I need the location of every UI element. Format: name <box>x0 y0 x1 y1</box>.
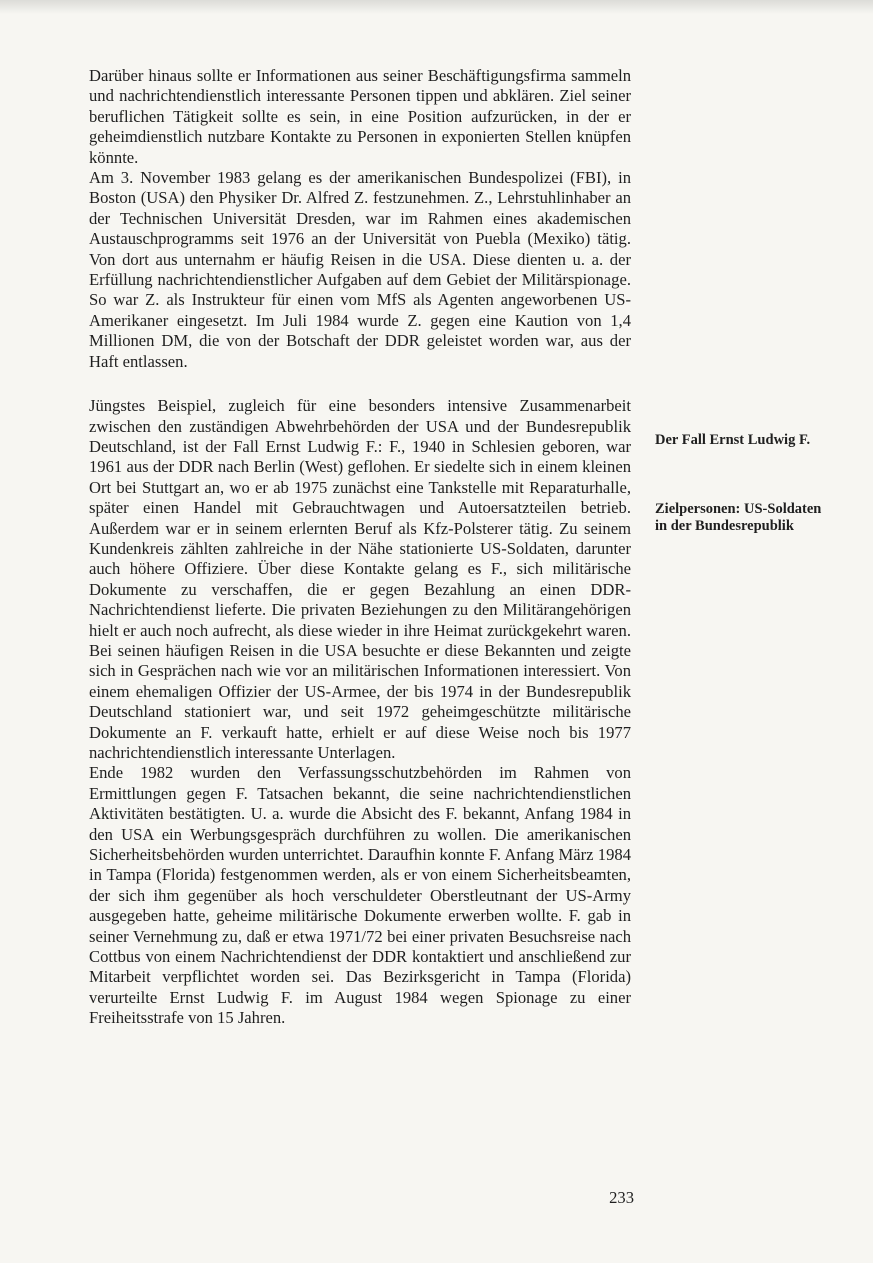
scan-edge-shadow <box>0 0 873 14</box>
paragraph-employer-info: Darüber hinaus sollte er Informationen aus seiner Beschäftigungsfirma sammeln und nachrichtendienstlich interessante Personen tippen und abklären. Ziel seiner beruflichen Tätigkeit sollte es sein, in eine Position aufzurücken, in der er geheimdienstlich nutzbare Kontakte zu Personen in exponierten Stellen knüpfen könnte. <box>89 66 631 167</box>
paragraph-investigation: Ende 1982 wurden den Verfassungsschutzbehörden im Rahmen von Ermittlungen gegen F. Tatsachen bekannt, die seine nachrichtendienstlichen Aktivitäten bestätigten. U. a. wurde die Absicht des F. bekannt, Anfang 1984 in den USA ein Werbungsgespräch durchführen zu wollen. Die amerikanischen Sicherheitsbehörden wurden unterrichtet. Daraufhin konnte F. Anfang März 1984 in Tampa (Florida) festgenommen werden, als er von einem Sicherheitsbeamten, der sich ihm gegenüber als hoch verschuldeter Oberstleutnant der US-Army ausgegeben hatte, geheime militärische Dokumente erwerben wollte. F. gab in seiner Vernehmung zu, daß er etwa 1971/72 bei einer privaten Besuchsreise nach Cottbus von einem Nachrichtendienst der DDR kontaktiert und anschließend zur Mitarbeit verpflichtet worden sei. Das Bezirksgericht in Tampa (Florida) verurteilte Ernst Ludwig F. im August 1984 wegen Spionage zu einer Freiheitsstrafe von 15 Jahren. <box>89 763 631 1028</box>
paragraph-alfred-z: Am 3. November 1983 gelang es der amerikanischen Bundespolizei (FBI), in Boston (USA) den Physiker Dr. Alfred Z. festzunehmen. Z., Lehrstuhlinhaber an der Technischen Universität Dresden, war im Rahmen eines akademischen Austauschprogramms seit 1976 an der Universität von Puebla (Mexiko) tätig. Von dort aus unternahm er häufig Reisen in die USA. Diese dienten u. a. der Erfüllung nachrichtendienstlicher Aufgaben auf dem Gebiet der Militärspionage. So war Z. als Instrukteur für einen vom MfS als Agenten angeworbenen US-Amerikaner eingesetzt. Im Juli 1984 wurde Z. gegen eine Kaution von 1,4 Millionen DM, die von der Botschaft der DDR geleistet worden war, aus der Haft entlassen. <box>89 168 631 371</box>
section-gap <box>89 372 631 396</box>
paragraph-ernst-ludwig-case: Jüngstes Beispiel, zugleich für eine besonders intensive Zusammenarbeit zwischen den zuständigen Abwehrbehörden der USA und der Bundesrepublik Deutschland, ist der Fall Ernst Ludwig F.: F., 1940 in Schlesien geboren, war 1961 aus der DDR nach Berlin (West) geflohen. Er siedelte sich in einem kleinen Ort bei Stuttgart an, wo er ab 1975 zunächst eine Tankstelle mit Reparaturhalle, später einen Handel mit Gebrauchtwagen und Autoersatzteilen betrieb. Außerdem war er in seinem erlernten Beruf als Kfz-Polsterer tätig. Zu seinem Kundenkreis zählten zahlreiche in der Nähe stationierte US-Soldaten, darunter auch höhere Offiziere. Über diese Kontakte gelang es F., sich militärische Dokumente zu verschaffen, die er gegen Bezahlung an einen DDR-Nachrichtendienst lieferte. Die privaten Beziehungen zu den Militärangehörigen hielt er auch noch aufrecht, als diese wieder in ihre Heimat zurückgekehrt waren. Bei seinen häufigen Reisen in die USA besuchte er diese Bekannten und zeigte sich in Gesprächen nach wie vor an militärischen Informationen interessiert. Von einem ehemaligen Offizier der US-Armee, der bis 1974 in der Bundesrepublik Deutschland stationiert war, und seit 1972 geheimgeschützte militärische Dokumente an F. verkauft hatte, erhielt er auf diese Weise noch bis 1977 nachrichtendienstlich interessante Unterlagen. <box>89 396 631 762</box>
margin-note-case-title: Der Fall Ernst Ludwig F. <box>655 432 811 448</box>
margin-note-target-persons: Zielpersonen: US-Soldaten in der Bundesrepublik <box>655 501 822 534</box>
main-text-column <box>89 66 631 1029</box>
page-number: 233 <box>609 1188 634 1207</box>
